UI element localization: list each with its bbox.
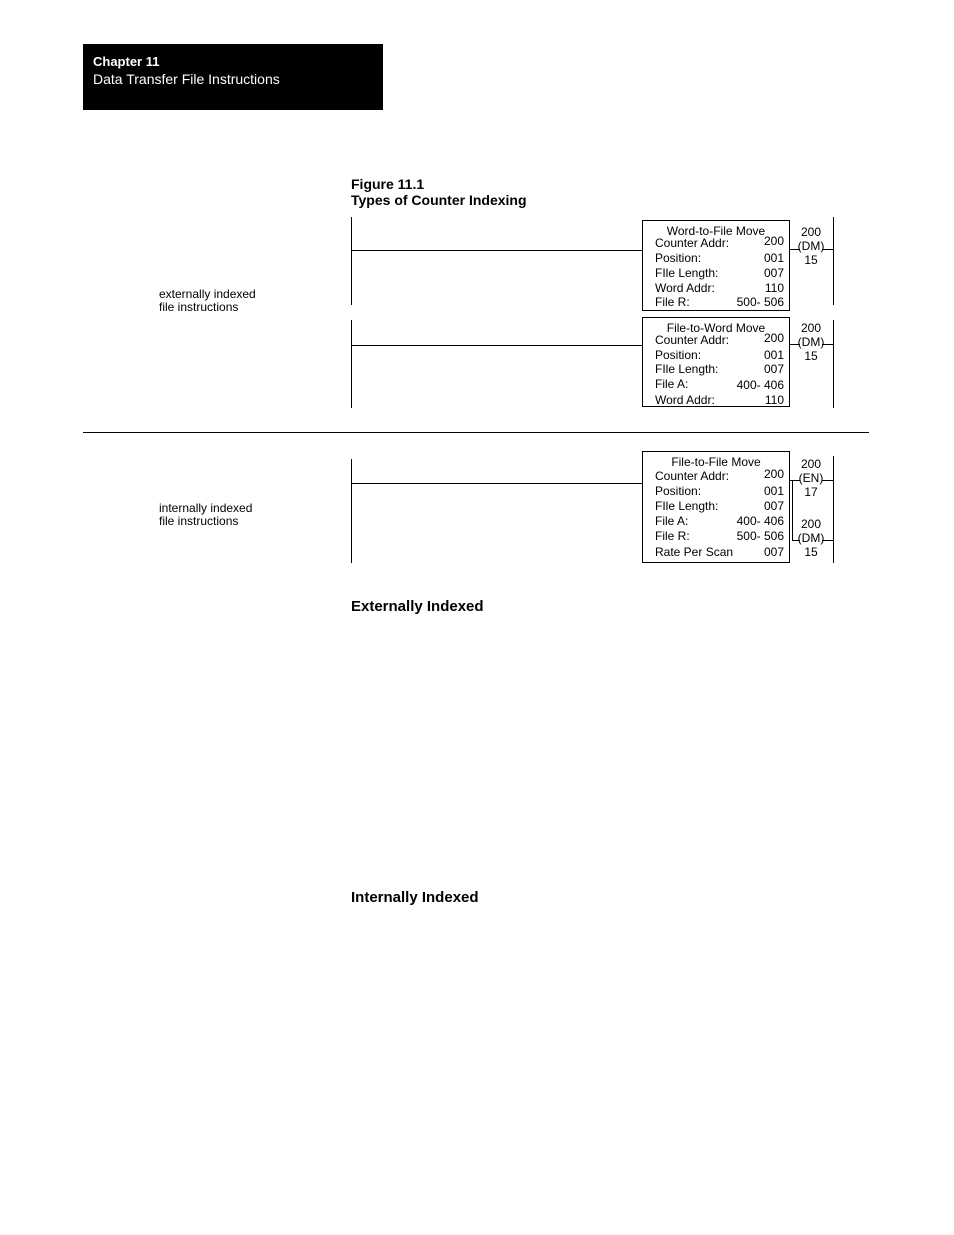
external-note bbox=[159, 288, 256, 314]
row-value: 200 bbox=[763, 234, 784, 248]
row-label: Word Addr: bbox=[655, 281, 715, 295]
row-label: FIle Length: bbox=[655, 499, 719, 513]
coil-3 bbox=[796, 457, 826, 499]
block-title: Word-to-File Move bbox=[666, 224, 766, 238]
rung3-branch bbox=[792, 480, 793, 541]
internal-note-line1: internally indexed bbox=[159, 501, 253, 515]
right-rail-rung1 bbox=[833, 217, 834, 305]
rung2-wire bbox=[351, 345, 643, 346]
coil-bit: 15 bbox=[804, 545, 818, 559]
row-label: FIle Length: bbox=[655, 266, 719, 280]
figure-number: Figure 11.1 bbox=[351, 176, 425, 192]
row-value: 200 bbox=[763, 331, 784, 345]
coil-symbol: (DM) bbox=[797, 239, 825, 253]
coil-address: 200 bbox=[800, 457, 822, 471]
rung3-wire bbox=[351, 483, 643, 484]
row-label: File R: bbox=[655, 529, 690, 543]
row-value: 500- 506 bbox=[736, 295, 784, 309]
coil-address: 200 bbox=[800, 225, 822, 239]
internal-note-line2: file instructions bbox=[159, 514, 239, 528]
row-value: 400- 406 bbox=[736, 514, 784, 528]
row-label: FIle Length: bbox=[655, 362, 719, 376]
row-label: Counter Addr: bbox=[655, 333, 730, 347]
coil-type: EN bbox=[802, 471, 820, 485]
row-label: Rate Per Scan bbox=[655, 545, 734, 559]
coil-bit: 15 bbox=[804, 253, 818, 267]
coil-bit: 15 bbox=[804, 349, 818, 363]
coil-type: DM bbox=[801, 335, 821, 349]
internally-indexed-heading: Internally Indexed bbox=[351, 889, 479, 906]
coil-address: 200 bbox=[800, 321, 822, 335]
left-rail-rung3 bbox=[351, 459, 352, 563]
file-to-word-block bbox=[642, 317, 790, 407]
section-divider bbox=[83, 432, 869, 433]
row-label: Position: bbox=[655, 484, 702, 498]
block-title: File-to-File Move bbox=[671, 455, 761, 469]
word-to-file-block bbox=[642, 220, 790, 311]
coil-type: DM bbox=[801, 239, 821, 253]
coil-address: 200 bbox=[800, 517, 822, 531]
row-value: 200 bbox=[763, 467, 784, 481]
row-label: Position: bbox=[655, 251, 702, 265]
chapter-title: Data Transfer File Instructions bbox=[93, 71, 280, 87]
row-value: 001 bbox=[763, 348, 784, 362]
row-value: 007 bbox=[763, 362, 784, 376]
internal-note bbox=[159, 502, 252, 528]
row-value: 500- 506 bbox=[736, 529, 784, 543]
row-label: Word Addr: bbox=[655, 393, 715, 407]
figure-title: Types of Counter Indexing bbox=[351, 192, 527, 208]
row-value: 400- 406 bbox=[736, 378, 784, 392]
chapter-number: Chapter 11 bbox=[93, 54, 160, 69]
file-to-file-block bbox=[642, 451, 790, 563]
row-label: File A: bbox=[655, 377, 689, 391]
coil-symbol: (DM) bbox=[797, 335, 825, 349]
externally-indexed-heading: Externally Indexed bbox=[351, 598, 484, 615]
row-value: 110 bbox=[764, 393, 784, 407]
row-value: 001 bbox=[763, 484, 784, 498]
coil-symbol: (DM) bbox=[797, 531, 825, 545]
block-title: File-to-Word Move bbox=[666, 321, 766, 335]
right-rail-rung3 bbox=[833, 456, 834, 563]
external-note-line2: file instructions bbox=[159, 300, 239, 314]
row-label: Position: bbox=[655, 348, 702, 362]
coil-1 bbox=[796, 225, 826, 267]
row-value: 001 bbox=[763, 251, 784, 265]
external-note-line1: externally indexed bbox=[159, 287, 256, 301]
row-label: Counter Addr: bbox=[655, 236, 730, 250]
coil-bit: 17 bbox=[804, 485, 818, 499]
coil-type: DM bbox=[801, 531, 821, 545]
left-rail-rung2 bbox=[351, 320, 352, 408]
rung1-wire bbox=[351, 250, 643, 251]
row-label: File R: bbox=[655, 295, 690, 309]
row-label: Counter Addr: bbox=[655, 469, 730, 483]
row-value: 007 bbox=[763, 266, 784, 280]
row-value: 110 bbox=[764, 281, 784, 295]
row-label: File A: bbox=[655, 514, 689, 528]
coil-symbol: (EN) bbox=[798, 471, 824, 485]
row-value: 007 bbox=[763, 545, 784, 559]
coil-4 bbox=[796, 517, 826, 559]
row-value: 007 bbox=[763, 499, 784, 513]
coil-2 bbox=[796, 321, 826, 363]
chapter-header bbox=[83, 44, 383, 110]
left-rail-rung1 bbox=[351, 217, 352, 305]
right-rail-rung2 bbox=[833, 320, 834, 408]
